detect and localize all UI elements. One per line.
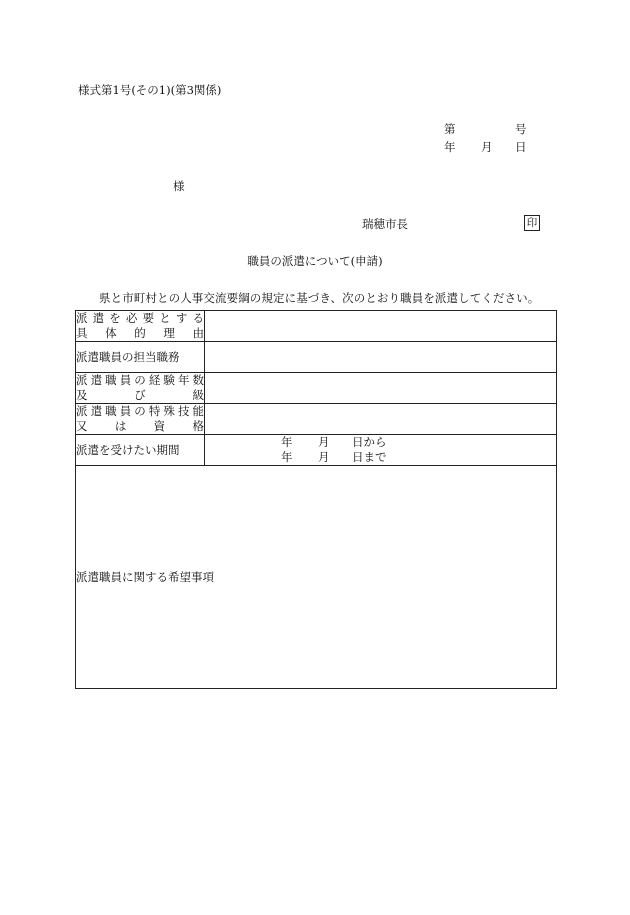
period-from: 年 月 日から bbox=[281, 435, 387, 449]
document-number-suffix: 号 bbox=[515, 122, 527, 136]
seal-mark: 印 bbox=[524, 215, 540, 231]
label-duties: 派遣職員の担当職務 bbox=[76, 342, 205, 373]
label-period: 派遣を受けたい期間 bbox=[76, 435, 205, 466]
request-body-text: 県と市町村との人事交流要綱の規定に基づき、次のとおり職員を派遣してください。 bbox=[99, 291, 540, 305]
value-period[interactable] bbox=[205, 435, 557, 466]
label-line: 派 遣 を 必 要 と す る bbox=[76, 311, 204, 325]
period-to: 年 月 日まで bbox=[281, 450, 387, 464]
value-duties[interactable] bbox=[205, 342, 557, 373]
date-month-label: 月 bbox=[481, 140, 493, 154]
table-row bbox=[76, 373, 557, 404]
label-line: 派 遣 職 員 の 経 験 年 数 bbox=[76, 373, 204, 387]
table-row bbox=[76, 311, 557, 342]
value-experience[interactable] bbox=[205, 373, 557, 404]
label-line: 派 遣 職 員 の 特 殊 技 能 bbox=[76, 404, 204, 418]
value-skills[interactable] bbox=[205, 404, 557, 435]
issuer-name: 瑞穂市長 bbox=[362, 217, 408, 231]
label-line: 及 び 級 bbox=[76, 388, 204, 402]
table-row bbox=[76, 342, 557, 373]
date-day-label: 日 bbox=[515, 140, 527, 154]
label-reason bbox=[76, 311, 205, 342]
addressee-honorific: 様 bbox=[173, 179, 185, 193]
table-row bbox=[76, 466, 557, 689]
date-year-label: 年 bbox=[444, 140, 456, 154]
table-row bbox=[76, 435, 557, 466]
dispatch-form-table bbox=[75, 310, 557, 689]
label-experience bbox=[76, 373, 205, 404]
wishes-field[interactable] bbox=[76, 466, 557, 689]
label-skills bbox=[76, 404, 205, 435]
label-line: 又 は 資 格 bbox=[76, 419, 204, 433]
table-row bbox=[76, 404, 557, 435]
wishes-label: 派遣職員に関する希望事項 bbox=[76, 570, 214, 584]
document-title: 職員の派遣について(申請) bbox=[247, 254, 383, 268]
document-number-prefix: 第 bbox=[444, 122, 456, 136]
form-number: 様式第1号(その1)(第3関係) bbox=[78, 83, 222, 97]
value-reason[interactable] bbox=[205, 311, 557, 342]
label-line: 具 体 的 理 由 bbox=[76, 326, 204, 340]
